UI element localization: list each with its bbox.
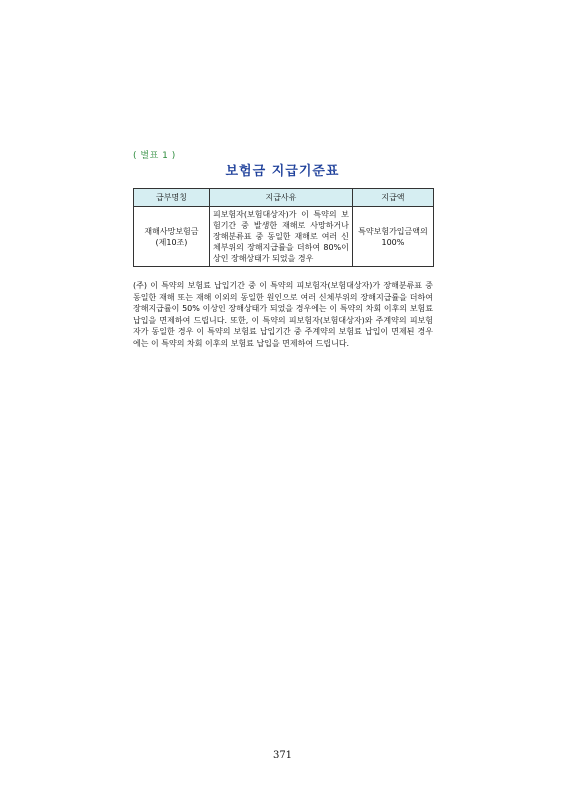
table-row [134, 207, 434, 267]
benefit-table [133, 188, 434, 267]
column-header-benefit-name: 급부명칭 [134, 189, 210, 207]
benefit-name-cell [134, 207, 210, 267]
benefit-article: (제10조) [155, 237, 188, 247]
column-header-payment-amount: 지급액 [352, 189, 433, 207]
payment-reason-cell: 피보험자(보험대상자)가 이 특약의 보험기간 중 발생한 재해로 사망하거나 장해분류표 중 동일한 재해로 여러 신체부위의 장해지급률을 더하여 80%이상인 장해상태가 되었을 경우 [209, 207, 352, 267]
payment-amount-basis: 특약보험가입금액의 [358, 226, 428, 236]
benefit-name: 재해사망보험금 [144, 226, 199, 236]
payment-amount-cell [352, 207, 433, 267]
page-number: 371 [272, 750, 293, 761]
table-header-row [134, 189, 434, 207]
appendix-label: ( 별표 1 ) [133, 151, 176, 161]
footnote: (주) 이 특약의 보험료 납입기간 중 이 특약의 피보험자(보험대상자)가 장해분류표 중 동일한 재해 또는 재해 이외의 동일한 원인으로 여러 신체부위의 장해지급률을 더하여 장해지급률이 50% 이상인 장해상태가 되었을 경우에는 이 특약의 차회 이후의 보험료 납입을 면제하여 드립니다. 또한, 이 특약의 피보험자(보험대상자)와 주계약의 피보험자가 동일한 경우 이 특약의 보험료 납입기간 중 주계약의 보험료 납입이 면제된 경우에는 이 특약의 차회 이후의 보험료 납입을 면제하여 드립니다. [133, 281, 433, 348]
column-header-payment-reason: 지급사유 [209, 189, 352, 207]
payment-amount-percent: 100% [381, 237, 405, 247]
page-title: 보험금 지급기준표 [225, 164, 340, 179]
